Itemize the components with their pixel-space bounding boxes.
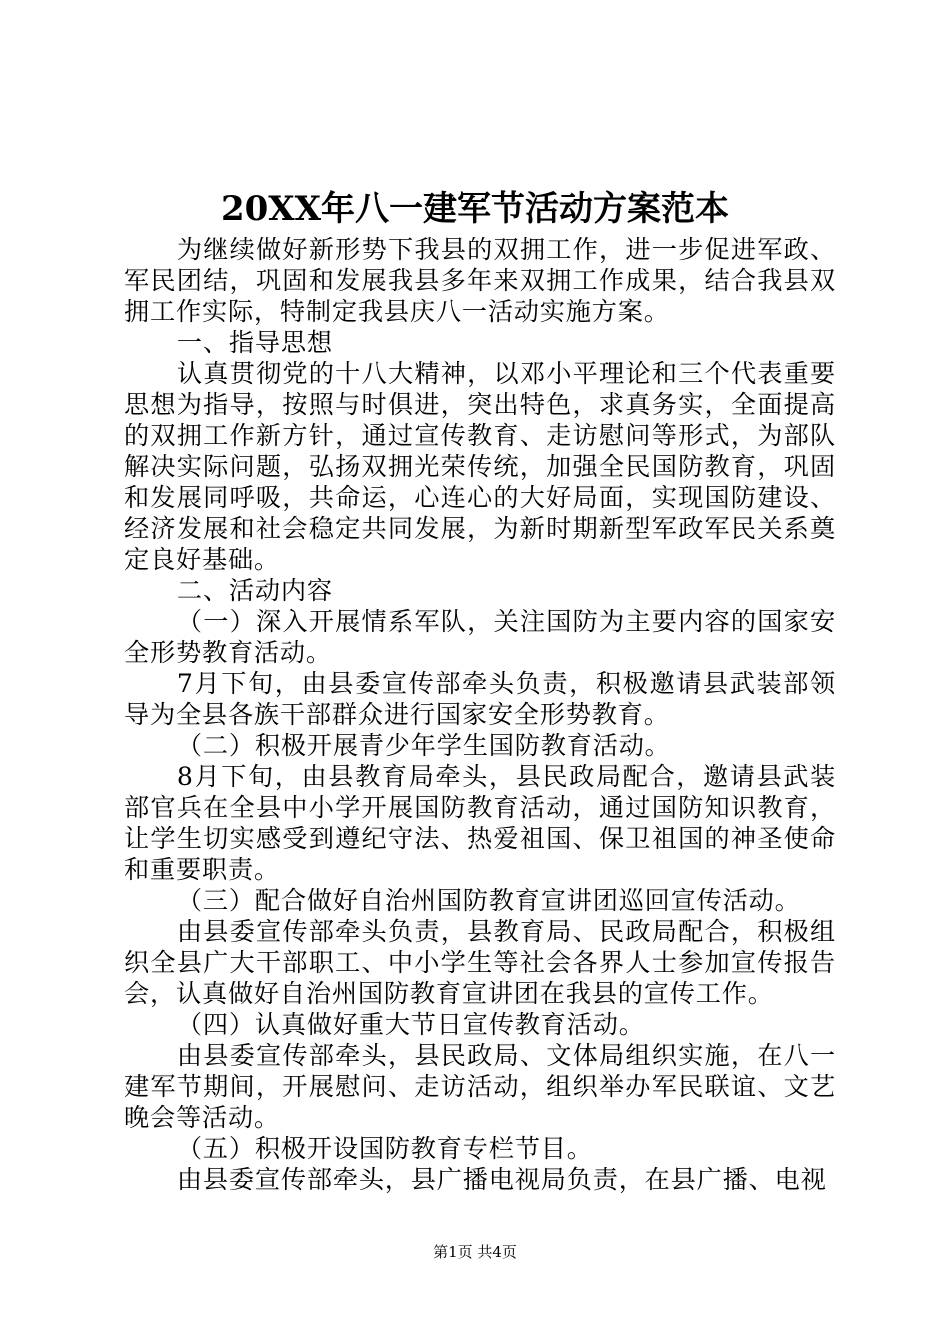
page-number-footer: 第1页 共4页: [433, 1243, 517, 1261]
guiding-ideology-paragraph: 认真贯彻党的十八大精神，以邓小平理论和三个代表重要思想为指导，按照与时俱进，突出特色，求真务实，全面提高的双拥工作新方针，通过宣传教育、走访慰问等形式，为部队解决实际问题，弘扬双拥光荣传统，加强全民国防教育，巩固和发展同呼吸，共命运，心连心的大好局面，实现国防建设、经济发展和社会稳定共同发展，为新时期新型军政军民关系奠定良好基础。: [124, 359, 836, 574]
activity-item-2-heading: （二）积极开展青少年学生国防教育活动。: [176, 731, 671, 760]
section-heading-activities: 二、活动内容: [176, 576, 333, 605]
section-heading-guiding-ideology: 一、指导思想: [176, 328, 333, 357]
activity-item-5-heading: （五）积极开设国防教育专栏节目。: [176, 1134, 593, 1163]
document-body: [124, 234, 836, 1195]
activity-item-3-heading: （三）配合做好自治州国防教育宣讲团巡回宣传活动。: [176, 886, 801, 915]
intro-paragraph: 为继续做好新形势下我县的双拥工作，进一步促进军政、军民团结，巩固和发展我县多年来双拥工作成果，结合我县双拥工作实际，特制定我县庆八一活动实施方案。: [124, 235, 836, 326]
document-title: 20XX年八一建军节活动方案范本: [220, 189, 730, 229]
activity-item-3-paragraph: 由县委宣传部牵头负责，县教育局、民政局配合，积极组织全县广大干部职工、中小学生等社会各界人士参加宣传报告会，认真做好自治州国防教育宣讲团在我县的宣传工作。: [124, 917, 836, 1008]
activity-item-5-paragraph: 由县委宣传部牵头，县广播电视局负责，在县广播、电视: [176, 1165, 827, 1194]
activity-item-1-paragraph: 7月下旬，由县委宣传部牵头负责，积极邀请县武装部领导为全县各族干部群众进行国家安全形势教育。: [124, 669, 836, 729]
activity-item-1-heading: （一）深入开展情系军队，关注国防为主要内容的国家安全形势教育活动。: [124, 607, 836, 667]
activity-item-2-paragraph: 8月下旬，由县教育局牵头，县民政局配合，邀请县武装部官兵在全县中小学开展国防教育活动，通过国防知识教育，让学生切实感受到遵纪守法、热爱祖国、保卫祖国的神圣使命和重要职责。: [124, 762, 836, 884]
activity-item-4-paragraph: 由县委宣传部牵头，县民政局、文体局组织实施，在八一建军节期间，开展慰问、走访活动，组织举办军民联谊、文艺晚会等活动。: [124, 1041, 836, 1132]
activity-item-4-heading: （四）认真做好重大节日宣传教育活动。: [176, 1010, 645, 1039]
